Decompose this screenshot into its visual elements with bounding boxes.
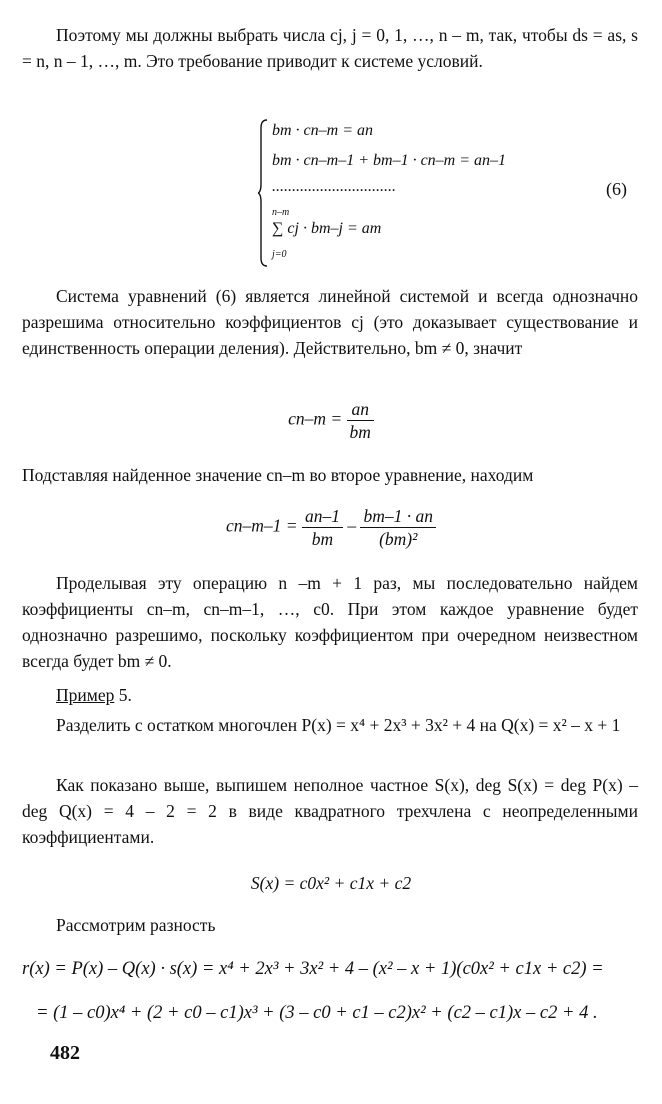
- eq2-minus: –: [347, 515, 357, 536]
- system-line-1: bm · cn–m = an: [272, 122, 374, 139]
- system-brace: [258, 118, 268, 268]
- eq2-fraction-1: [302, 505, 343, 550]
- quotient-text: Как показано выше, выпишем неполное частное S(x), deg S(x) = deg P(x) – deg Q(x) = 4 – 2 = 2 в виде квадратного трехчлена с неопределенными коэффициентами.: [22, 775, 638, 847]
- system-line-3: ...............................: [272, 178, 396, 195]
- equation-number: (6): [606, 179, 627, 199]
- example-heading: [22, 682, 638, 708]
- equation-cnm: [0, 398, 662, 443]
- example-title: Пример: [56, 685, 115, 705]
- eq1-numerator: an: [347, 398, 374, 421]
- paragraph-process: [22, 570, 638, 674]
- process-text: Проделывая эту операцию n –m + 1 раз, мы последовательно найдем коэффициенты cn–m, cn–m–1, …, c0. При этом каждое уравнение будет однозначно разрешимо, поскольку коэффициентом при очередном неизвестном всегда будет bm ≠ 0.: [22, 573, 638, 671]
- eq1-lhs: cn–m =: [288, 408, 343, 429]
- system-sum-top: n–m: [272, 207, 290, 218]
- eq2-numerator-1: an–1: [302, 505, 343, 528]
- paragraph-difference: [22, 912, 638, 938]
- system-desc-text: Система уравнений (6) является линейной системой и всегда однозначно разрешима относительно коэффициентов cj (это доказывает существование и единственность операции деления). Действительно, bm ≠ 0, значит: [22, 286, 638, 358]
- equation-sx: S(x) = c0x² + c1x + c2: [250, 873, 412, 893]
- paragraph-intro: [22, 22, 638, 74]
- eq2-fraction-2: [360, 505, 436, 550]
- eq2-denominator-2: (bm)²: [379, 529, 418, 549]
- equation-cnm1: [0, 505, 662, 550]
- equation-system: [258, 118, 618, 268]
- eq2-denominator-1: bm: [311, 529, 334, 549]
- paragraph-quotient: [22, 772, 638, 850]
- difference-text: Рассмотрим разность: [56, 915, 216, 935]
- paragraph-system-desc: [22, 283, 638, 361]
- paragraph-substitute: [22, 462, 638, 488]
- system-line-4: ∑ cj · bm–j = am: [272, 220, 382, 237]
- eq2-lhs: cn–m–1 =: [226, 515, 298, 536]
- eq1-denominator: bm: [349, 422, 371, 442]
- paragraph-task: [22, 712, 638, 738]
- page-number: 482: [50, 1042, 80, 1064]
- task-text: Разделить с остатком многочлен P(x) = x⁴ + 2x³ + 3x² + 4 на Q(x) = x² – x + 1: [56, 715, 621, 735]
- eq2-numerator-2: bm–1 · an: [360, 505, 436, 528]
- intro-text: Поэтому мы должны выбрать числа cj, j = 0, 1, …, n – m, так, чтобы ds = as, s = n, n – 1, …, m. Это требование приводит к системе условий.: [22, 25, 638, 71]
- equation-rx-expanded: = (1 – c0)x⁴ + (2 + c0 – c1)x³ + (3 – c0 + c1 – c2)x² + (c2 – c1)x – c2 + 4 .: [36, 1003, 598, 1023]
- eq1-fraction: [347, 398, 374, 443]
- example-number: 5.: [118, 685, 132, 705]
- system-line-2: bm · cn–m–1 + bm–1 · cn–m = an–1: [272, 152, 507, 169]
- system-sum-bottom: j=0: [272, 249, 287, 260]
- equation-rx: r(x) = P(x) – Q(x) · s(x) = x⁴ + 2x³ + 3x² + 4 – (x² – x + 1)(c0x² + c1x + c2) =: [22, 959, 604, 979]
- substitute-text: Подставляя найденное значение cn–m во второе уравнение, находим: [22, 465, 534, 485]
